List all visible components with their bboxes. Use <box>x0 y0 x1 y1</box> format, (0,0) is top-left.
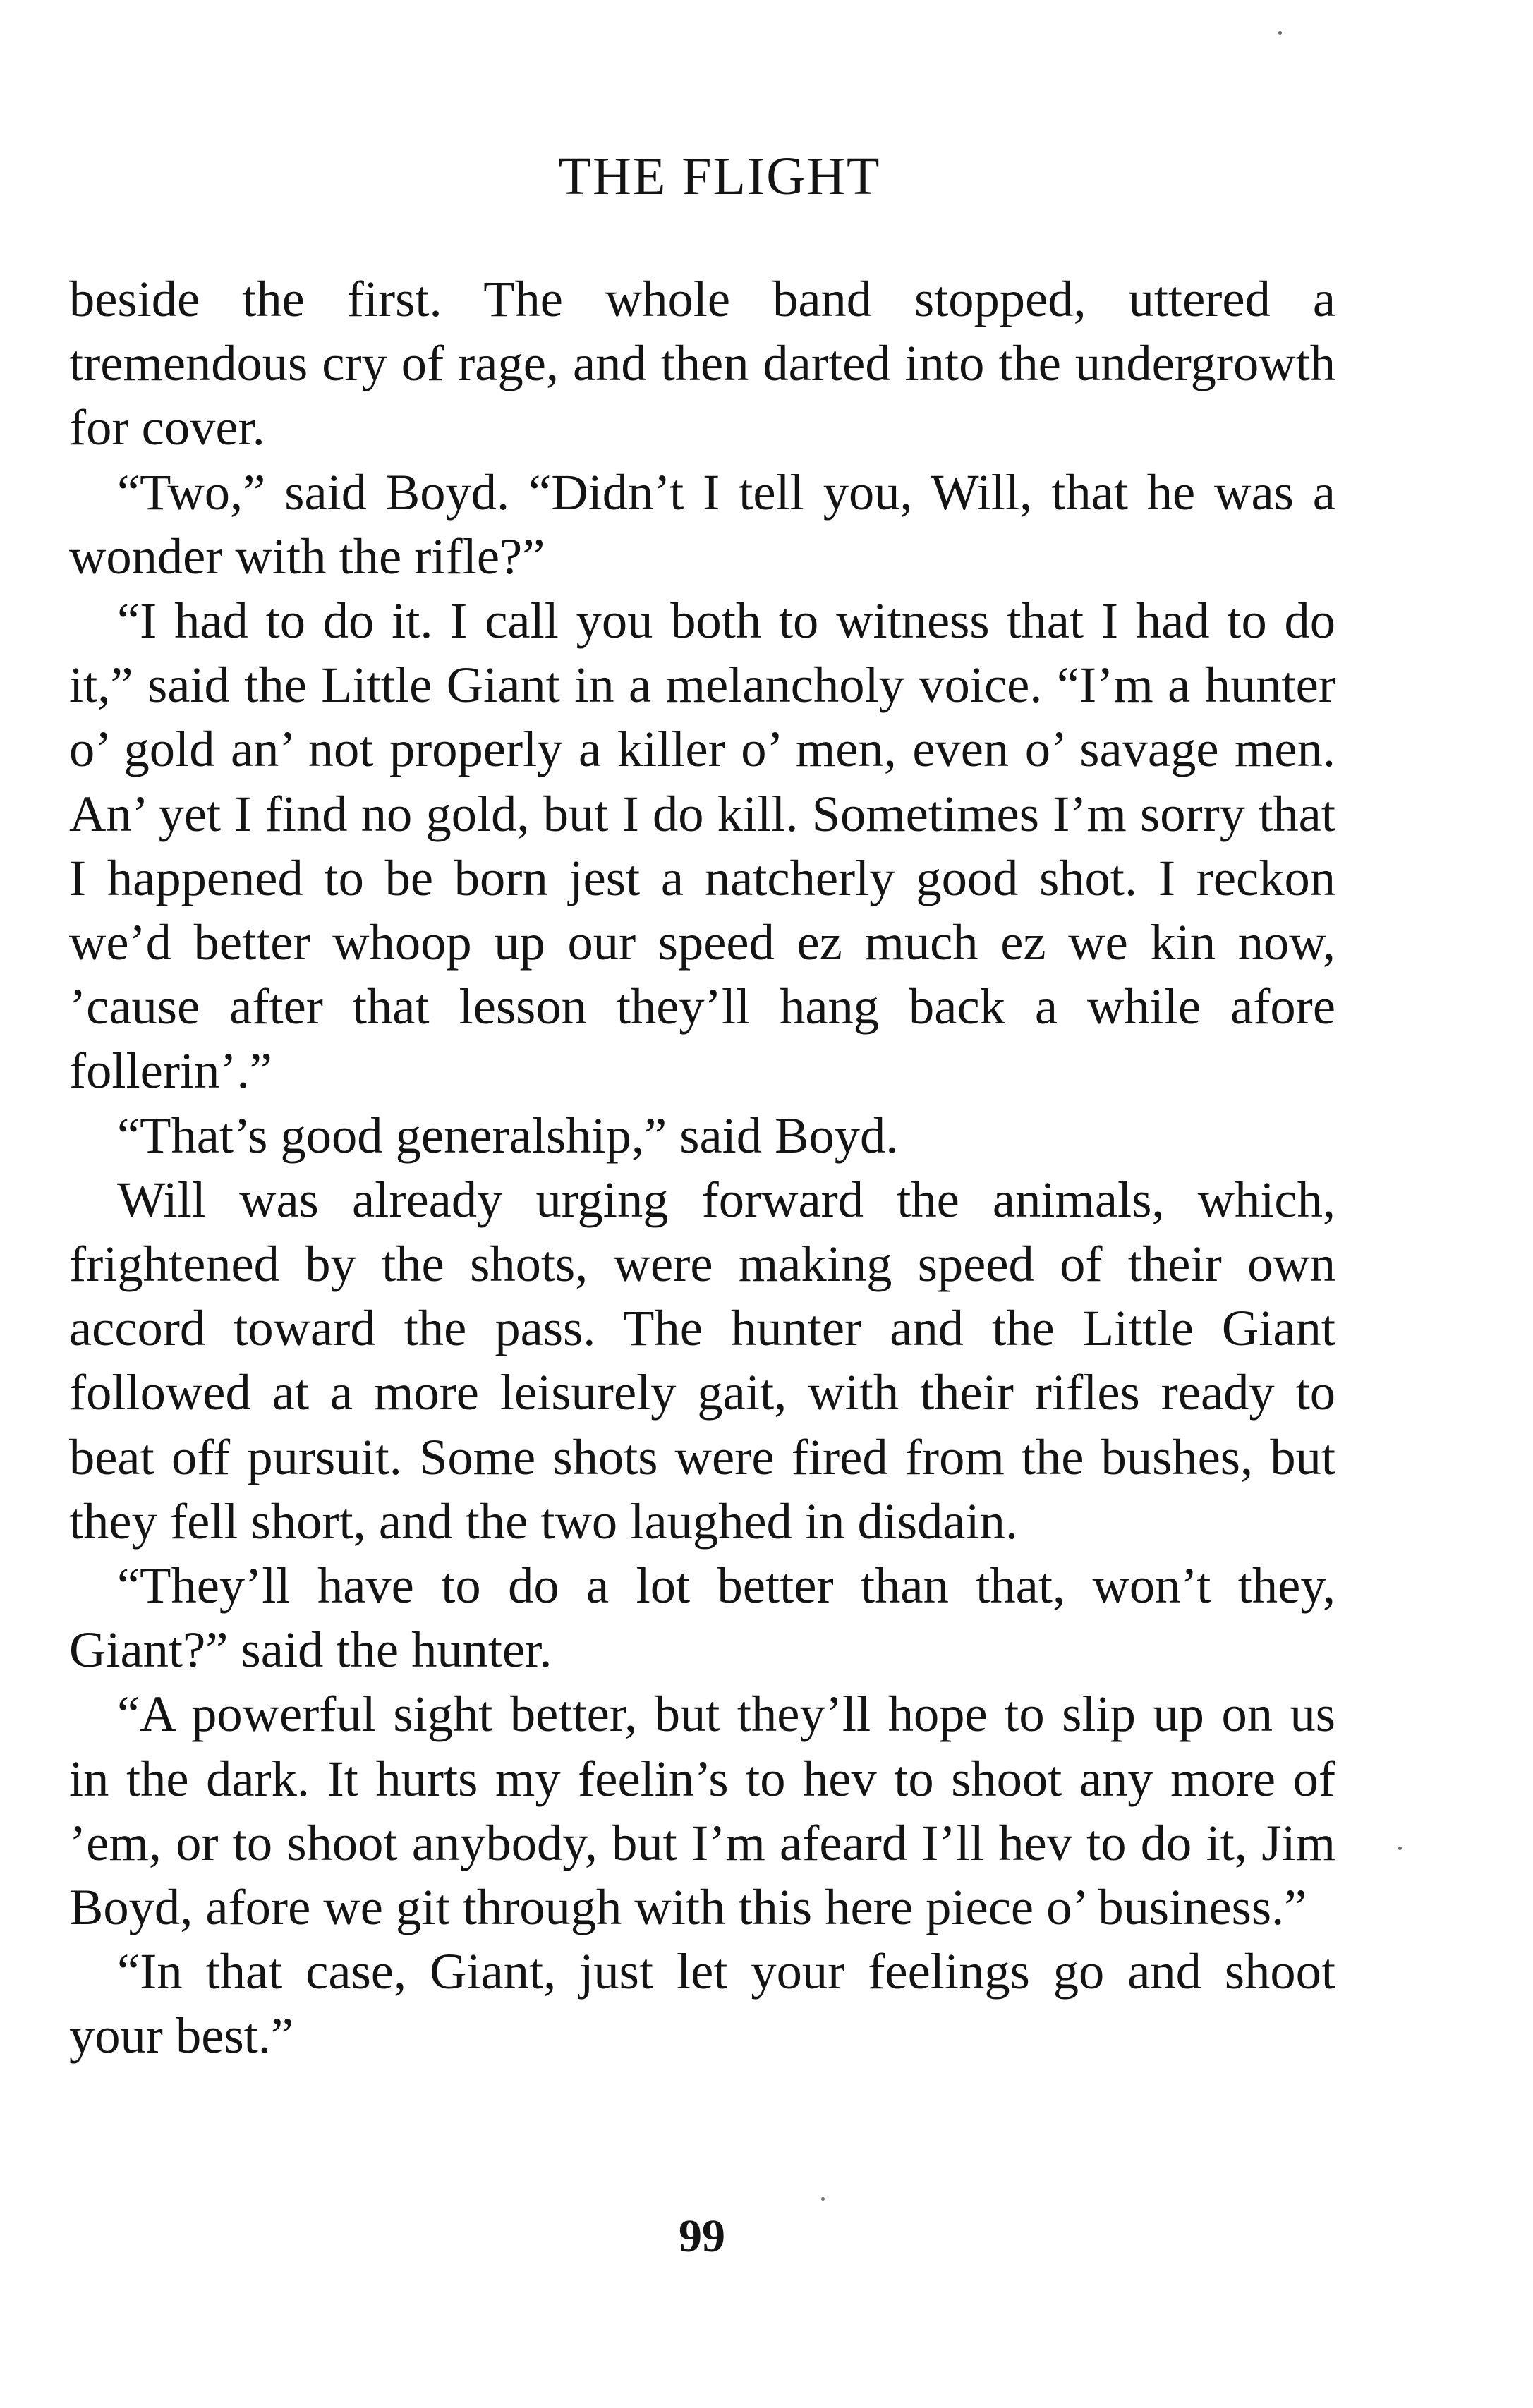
paper-speck <box>1398 1847 1402 1850</box>
paragraph-dialogue: “That’s good generalship,” said Boyd. <box>117 1106 899 1164</box>
paragraph-dialogue: “In that case, Giant, just let your feelings go and shoot your best.” <box>69 1942 1335 2065</box>
paragraph-dialogue: “I had to do it. I call you both to witness that I had to do it,” said the Little Giant in a melancholy voice. “I’m a hunter o’ gold an’ not properly a killer o’ men, even o’ savage men. An’ yet I find no gold, but I do kill. Sometimes I’m sorry that I happened to be born jest a natcherly good shot. I reckon we’d better whoop up our speed ez much ez we kin now, ’cause after that lesson they’ll hang back a while afore follerin’.” <box>69 592 1335 1100</box>
running-head: THE FLIGHT <box>558 147 881 206</box>
paragraph-dialogue: “A powerful sight better, but they’ll hope to slip up on us in the dark. It hurts my feelin’s to hev to shoot any more of ’em, or to shoot anybody, but I’m afeard I’ll hev to do it, Jim Boyd, afore we git through with this here piece o’ business.” <box>69 1685 1335 1936</box>
page-number: 99 <box>679 2211 725 2262</box>
body-text <box>69 267 1335 2068</box>
paragraph-continued: beside the first. The whole band stopped, uttered a tremendous cry of rage, and then darted into the undergrowth for cover. <box>69 270 1335 456</box>
paragraph-dialogue: “Two,” said Boyd. “Didn’t I tell you, Will, that he was a wonder with the rifle?” <box>69 463 1335 585</box>
paragraph-narrative: Will was already urging forward the animals, which, frightened by the shots, were making speed of their own accord toward the pass. The hunter and the Little Giant followed at a more leisurely gait, with their rifles ready to beat off pursuit. Some shots were fired from the bushes, but they fell short, and the two laughed in disdain. <box>69 1170 1335 1550</box>
paper-speck <box>821 2197 825 2201</box>
paper-speck <box>1278 31 1282 35</box>
paragraph-dialogue: “They’ll have to do a lot better than that, won’t they, Giant?” said the hunter. <box>69 1557 1335 1679</box>
